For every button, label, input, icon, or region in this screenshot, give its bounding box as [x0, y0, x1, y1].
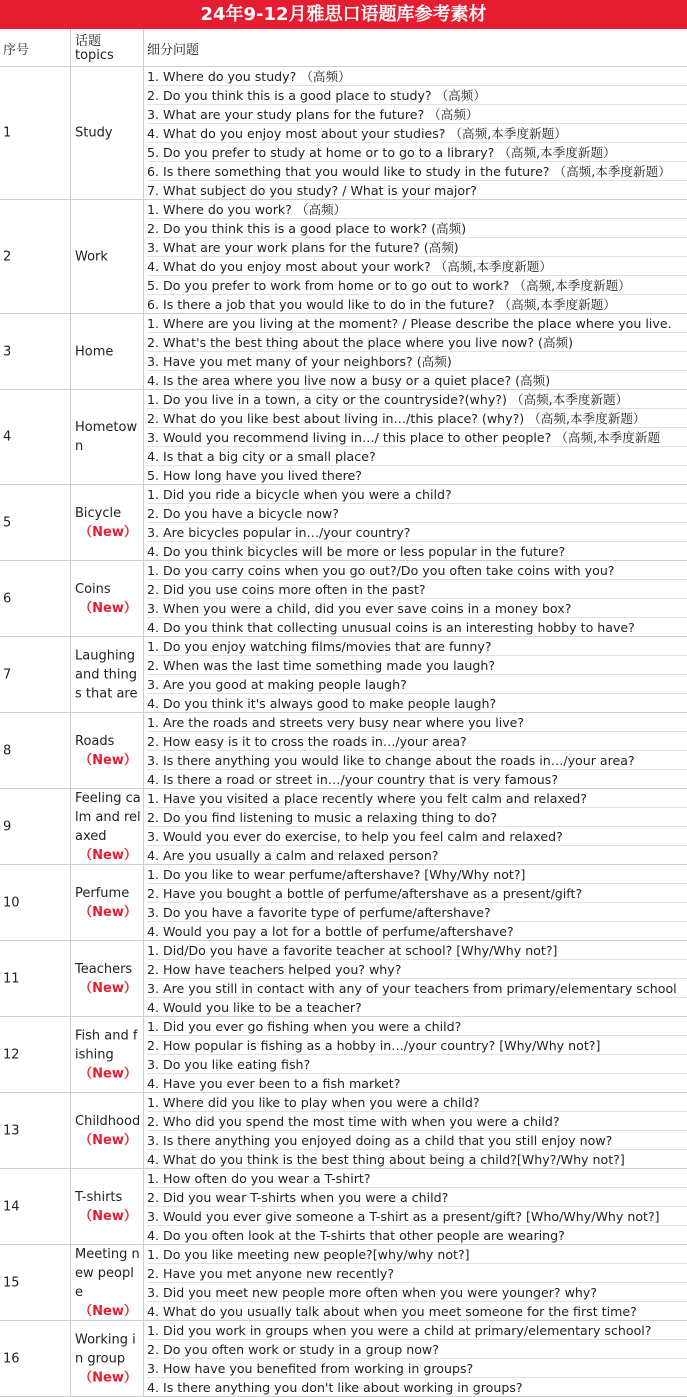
table-row: [0, 200, 687, 314]
row-number-cell: [0, 1093, 71, 1168]
topic-name: Working in group: [75, 1332, 136, 1366]
topic-name: Roads: [75, 733, 115, 749]
header-questions-cell: [144, 29, 687, 66]
row-topic-cell: [71, 941, 144, 1016]
topic-name: Work: [75, 249, 108, 264]
row-number: 10: [3, 895, 20, 910]
table-row: [0, 1017, 687, 1093]
row-number: 15: [3, 1275, 20, 1290]
question-item: 1. Do you live in a town, a city or the countryside?(why?) （高频,本季度新题）: [147, 390, 687, 409]
row-questions-cell: [144, 1245, 687, 1320]
row-number: 12: [3, 1047, 20, 1062]
row-topic-cell: [71, 1245, 144, 1320]
topic-label: [75, 646, 141, 703]
question-item: 4. Would you pay a lot for a bottle of perfume/aftershave?: [147, 924, 514, 939]
question-item: 3. Have you met many of your neighbors? (高频): [147, 352, 687, 371]
row-questions-cell: [144, 865, 687, 940]
table-row: [0, 1245, 687, 1321]
row-number-cell: [0, 637, 71, 712]
question-item: 2. Do you often work or study in a group now?: [147, 1340, 687, 1359]
row-number-cell: [0, 789, 71, 864]
row-number-cell: [0, 200, 71, 313]
topic-label: [75, 1330, 141, 1387]
table-row: [0, 485, 687, 561]
question-item: 6. Is there something that you would like to study in the future? （高频,本季度新题）: [147, 162, 687, 181]
topic-label: [75, 124, 141, 143]
header-topic-cell: [71, 29, 144, 66]
topic-name: Laughing and things that are: [75, 648, 138, 701]
row-topic-cell: [71, 1169, 144, 1244]
question-item: 1. Do you like to wear perfume/aftershave? [Why/Why not?]: [147, 865, 687, 884]
row-number: 5: [3, 515, 12, 530]
row-questions-cell: [144, 637, 687, 712]
topic-name: Meeting new people: [75, 1246, 140, 1300]
row-number-cell: [0, 1017, 71, 1092]
header-topic-cn: 话题: [75, 34, 102, 49]
row-number: 14: [3, 1199, 20, 1214]
new-badge: （New）: [79, 1066, 137, 1081]
row-number-cell: [0, 314, 71, 389]
row-number-cell: [0, 941, 71, 1016]
topic-name: Teachers: [75, 961, 133, 977]
new-badge: （New）: [79, 1132, 137, 1148]
topic-name: Bicycle: [75, 505, 122, 521]
row-number-cell: [0, 561, 71, 636]
question-item: 4. What do you think is the best thing about being a child?[Why?/Why not?]: [147, 1152, 625, 1167]
question-item: 4. Is that a big city or a small place?: [147, 447, 687, 466]
question-item: 1. Do you enjoy watching films/movies that are funny?: [147, 637, 687, 656]
question-item: 5. Do you prefer to study at home or to go to a library? （高频,本季度新题）: [147, 143, 687, 162]
question-item: 2. What do you like best about living in…/this place? (why?) （高频,本季度新题）: [147, 409, 687, 428]
question-item: 1. Where did you like to play when you were a child?: [147, 1093, 687, 1112]
question-item: 4. Do you think it's always good to make people laugh?: [147, 696, 497, 711]
question-item: 2. How easy is it to cross the roads in…/your area?: [147, 732, 687, 751]
row-topic-cell: [71, 1321, 144, 1396]
row-topic-cell: [71, 561, 144, 636]
table-row: [0, 1093, 687, 1169]
row-number: 16: [3, 1351, 20, 1366]
row-questions-cell: [144, 390, 687, 484]
question-item: 3. How have you benefited from working in groups?: [147, 1359, 687, 1378]
question-item: 5. Do you prefer to work from home or to go out to work? （高频,本季度新题）: [147, 276, 687, 295]
topic-name: T-shirts: [75, 1189, 123, 1205]
table-row: [0, 637, 687, 713]
topic-name: Home: [75, 344, 114, 359]
question-item: 2. Do you find listening to music a relaxing thing to do?: [147, 808, 687, 827]
header-questions: 细分问题: [147, 43, 200, 58]
row-questions-cell: [144, 67, 687, 199]
new-badge: （New）: [79, 752, 137, 768]
topic-label: [75, 418, 141, 456]
question-item: 4. Do you think that collecting unusual coins is an interesting hobby to have?: [147, 620, 635, 635]
row-number: 8: [3, 743, 12, 758]
table-row: [0, 561, 687, 637]
question-item: 4. Do you often look at the T-shirts that other people are wearing?: [147, 1228, 565, 1243]
question-item: 1. Did/Do you have a favorite teacher at school? [Why/Why not?]: [147, 941, 687, 960]
new-badge: （New）: [79, 600, 137, 616]
question-item: 3. Is there anything you enjoyed doing as a child that you still enjoy now?: [147, 1131, 687, 1150]
topic-label: [75, 884, 141, 922]
row-topic-cell: [71, 637, 144, 712]
question-item: 1. Are the roads and streets very busy near where you live?: [147, 713, 687, 732]
question-item: 1. How often do you wear a T-shirt?: [147, 1169, 687, 1188]
row-number: 6: [3, 591, 12, 606]
table-header: [0, 29, 687, 67]
topic-label: [75, 1026, 141, 1083]
row-topic-cell: [71, 789, 144, 864]
new-badge: （New）: [79, 1303, 137, 1319]
question-item: 1. Did you ever go fishing when you were a child?: [147, 1017, 687, 1036]
topic-label: [75, 732, 141, 770]
row-number-cell: [0, 390, 71, 484]
question-item: 1. Do you carry coins when you go out?/Do you often take coins with you?: [147, 561, 687, 580]
question-item: 3. Would you ever give someone a T-shirt as a present/gift? [Who/Why/Why not?]: [147, 1207, 687, 1226]
row-topic-cell: [71, 485, 144, 560]
question-item: 2. Have you met anyone new recently?: [147, 1264, 687, 1283]
question-item: 4. Do you think bicycles will be more or less popular in the future?: [147, 544, 566, 559]
topic-name: Perfume: [75, 885, 130, 901]
table-row: [0, 67, 687, 200]
question-item: 4. Have you ever been to a fish market?: [147, 1076, 401, 1091]
question-item: 1. Where do you study? （高频）: [147, 67, 687, 86]
question-item: 4. What do you enjoy most about your studies? （高频,本季度新题）: [147, 124, 687, 143]
header-topic-en: topics: [75, 48, 114, 63]
new-badge: （New）: [79, 1370, 137, 1385]
question-item: 2. How popular is fishing as a hobby in…/your country? [Why/Why not?]: [147, 1036, 687, 1055]
row-number: 9: [3, 819, 12, 834]
row-number: 7: [3, 667, 12, 682]
row-questions-cell: [144, 561, 687, 636]
row-topic-cell: [71, 390, 144, 484]
row-questions-cell: [144, 713, 687, 788]
question-item: 4. Is there a road or street in…/your country that is very famous?: [147, 772, 559, 787]
question-item: 2. When was the last time something made you laugh?: [147, 656, 687, 675]
row-questions-cell: [144, 485, 687, 560]
question-item: 3. What are your study plans for the future? （高频）: [147, 105, 687, 124]
question-item: 7. What subject do you study? / What is your major?: [147, 183, 477, 198]
row-number: 3: [3, 344, 12, 359]
row-questions-cell: [144, 1321, 687, 1396]
page-title: 24年9-12月雅思口语题库参考素材: [0, 0, 687, 29]
table-row: [0, 941, 687, 1017]
row-number-cell: [0, 865, 71, 940]
topic-name: Feeling calm and relaxed: [75, 790, 141, 844]
question-item: 3. Are you good at making people laugh?: [147, 675, 687, 694]
question-item: 2. Did you use coins more often in the past?: [147, 580, 687, 599]
header-no-cell: [0, 29, 71, 66]
topic-label: [75, 247, 141, 266]
question-item: 3. Is there anything you would like to change about the roads in…/your area?: [147, 751, 687, 770]
row-number-cell: [0, 713, 71, 788]
row-topic-cell: [71, 67, 144, 199]
row-number-cell: [0, 1169, 71, 1244]
row-questions-cell: [144, 314, 687, 389]
header-no: 序号: [3, 43, 30, 58]
new-badge: （New）: [79, 1208, 137, 1224]
table-row: [0, 1321, 687, 1397]
topic-name: Childhood: [75, 1113, 141, 1129]
row-questions-cell: [144, 941, 687, 1016]
question-item: 3. Are you still in contact with any of your teachers from primary/elementary school: [147, 979, 687, 998]
row-number: 13: [3, 1123, 20, 1138]
question-item: 2. What's the best thing about the place where you live now? (高频): [147, 333, 687, 352]
row-topic-cell: [71, 865, 144, 940]
row-questions-cell: [144, 200, 687, 313]
row-number-cell: [0, 67, 71, 199]
question-item: 2. Have you bought a bottle of perfume/aftershave as a present/gift?: [147, 884, 687, 903]
row-number: 1: [3, 125, 12, 141]
question-item: 1. Have you visited a place recently where you felt calm and relaxed?: [147, 789, 687, 808]
new-badge: （New）: [79, 980, 137, 996]
topic-name: Fish and fishing: [75, 1028, 138, 1062]
row-number: 11: [3, 971, 20, 986]
topic-label: [75, 789, 141, 865]
question-item: 6. Is there a job that you would like to do in the future? （高频,本季度新题）: [147, 297, 616, 312]
topic-label: [75, 1188, 141, 1226]
table-row: [0, 314, 687, 390]
question-item: 5. How long have you lived there?: [147, 468, 362, 483]
table-row: [0, 865, 687, 941]
row-topic-cell: [71, 713, 144, 788]
question-item: 1. Did you ride a bicycle when you were a child?: [147, 485, 687, 504]
topic-name: Study: [75, 125, 113, 141]
row-topic-cell: [71, 314, 144, 389]
question-item: 3. Would you recommend living in…/ this place to other people? （高频,本季度新题: [147, 428, 687, 447]
question-item: 4. Is there anything you don't like about working in groups?: [147, 1380, 523, 1395]
question-item: 3. Do you have a favorite type of perfume/aftershave?: [147, 903, 687, 922]
new-badge: （New）: [79, 847, 137, 863]
row-questions-cell: [144, 789, 687, 864]
question-item: 2. Did you wear T-shirts when you were a child?: [147, 1188, 687, 1207]
topic-label: [75, 960, 141, 998]
table-row: [0, 390, 687, 485]
question-item: 3. Would you ever do exercise, to help you feel calm and relaxed?: [147, 827, 687, 846]
question-item: 3. What are your work plans for the future? (高频): [147, 238, 687, 257]
table-row: [0, 789, 687, 865]
topic-label: [75, 504, 141, 542]
question-item: 4. Are you usually a calm and relaxed person?: [147, 848, 439, 863]
table-row: [0, 1169, 687, 1245]
topic-label: [75, 342, 141, 361]
question-item: 1. Where do you work? （高频）: [147, 200, 687, 219]
topic-label: [75, 580, 141, 618]
question-item: 2. How have teachers helped you? why?: [147, 960, 687, 979]
topic-name: Hometown: [75, 420, 138, 454]
table-row: [0, 713, 687, 789]
question-item: 4. Is the area where you live now a busy or a quiet place? (高频): [147, 373, 551, 388]
row-topic-cell: [71, 1093, 144, 1168]
row-number-cell: [0, 485, 71, 560]
topic-name: Coins: [75, 581, 111, 597]
row-number: 4: [3, 429, 12, 445]
question-item: 3. Did you meet new people more often when you were younger? why?: [147, 1283, 687, 1302]
question-item: 3. Are bicycles popular in…/your country?: [147, 523, 687, 542]
topic-label: [75, 1112, 141, 1150]
row-number: 2: [3, 249, 12, 264]
row-number-cell: [0, 1245, 71, 1320]
question-item: 3. Do you like eating fish?: [147, 1055, 687, 1074]
question-item: 1. Where are you living at the moment? / Please describe the place where you live.: [147, 314, 687, 333]
row-questions-cell: [144, 1169, 687, 1244]
new-badge: （New）: [79, 524, 137, 540]
row-topic-cell: [71, 1017, 144, 1092]
question-item: 4. Would you like to be a teacher?: [147, 1000, 362, 1015]
row-questions-cell: [144, 1017, 687, 1092]
question-item: 2. Who did you spend the most time with when you were a child?: [147, 1112, 687, 1131]
question-item: 1. Do you like meeting new people?[why/why not?]: [147, 1245, 687, 1264]
question-item: 2. Do you think this is a good place to study? （高频）: [147, 86, 687, 105]
row-number-cell: [0, 1321, 71, 1396]
row-questions-cell: [144, 1093, 687, 1168]
question-item: 4. What do you usually talk about when you meet someone for the first time?: [147, 1304, 637, 1319]
row-topic-cell: [71, 200, 144, 313]
question-item: 2. Do you have a bicycle now?: [147, 504, 687, 523]
question-item: 3. When you were a child, did you ever save coins in a money box?: [147, 599, 687, 618]
question-item: 4. What do you enjoy most about your work? （高频,本季度新题）: [147, 257, 687, 276]
question-item: 2. Do you think this is a good place to work? (高频): [147, 219, 687, 238]
question-item: 1. Did you work in groups when you were a child at primary/elementary school?: [147, 1321, 687, 1340]
topic-label: [75, 1245, 141, 1321]
new-badge: （New）: [79, 904, 137, 920]
